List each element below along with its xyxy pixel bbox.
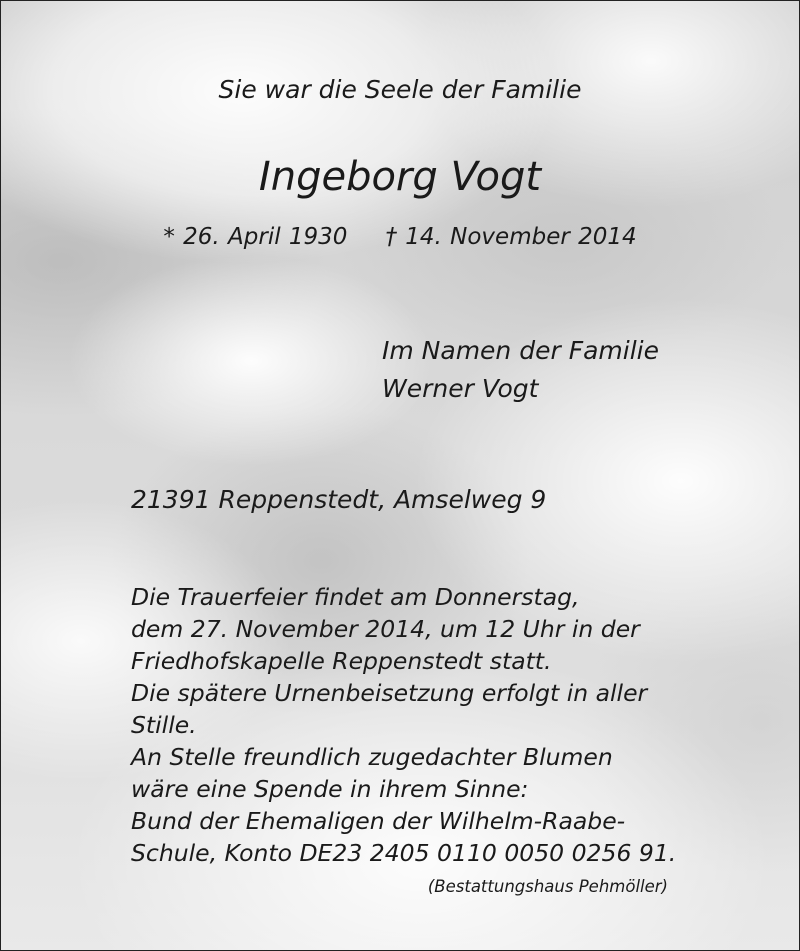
address: 21391 Reppenstedt, Amselweg 9: [131, 485, 547, 514]
life-dates: [1, 224, 799, 250]
funeral-home-credit: (Bestattungshaus Pehmöller): [427, 877, 668, 896]
urn-line: Die spätere Urnenbeisetzung erfolgt in aller: [131, 679, 648, 707]
donation-line: Schule, Konto DE23 2405 0110 0050 0256 91.: [131, 839, 677, 867]
service-line: Die Trauerfeier findet am Donnerstag,: [131, 583, 580, 611]
deceased-name: Ingeborg Vogt: [258, 154, 542, 200]
donation-line: An Stelle freundlich zugedachter Blumen: [131, 743, 613, 771]
birth-date: * 26. April 1930: [163, 224, 348, 250]
donation-line: wäre eine Spende in ihrem Sinne:: [131, 775, 529, 803]
urn-line: Stille.: [131, 711, 197, 739]
motto: Sie war die Seele der Familie: [218, 75, 582, 104]
family-signoff: [382, 332, 659, 408]
donation-line: Bund der Ehemaligen der Wilhelm-Raabe-: [131, 807, 626, 835]
service-line: dem 27. November 2014, um 12 Uhr in der: [131, 615, 640, 643]
signoff-line-2: Werner Vogt: [382, 374, 539, 403]
urn-burial-paragraph: [131, 677, 691, 741]
signoff-line-1: Im Namen der Familie: [382, 336, 659, 365]
death-date: † 14. November 2014: [385, 224, 637, 250]
funeral-service-paragraph: [131, 581, 691, 677]
donation-paragraph: [131, 741, 691, 869]
service-line: Friedhofskapelle Reppenstedt statt.: [131, 647, 552, 675]
